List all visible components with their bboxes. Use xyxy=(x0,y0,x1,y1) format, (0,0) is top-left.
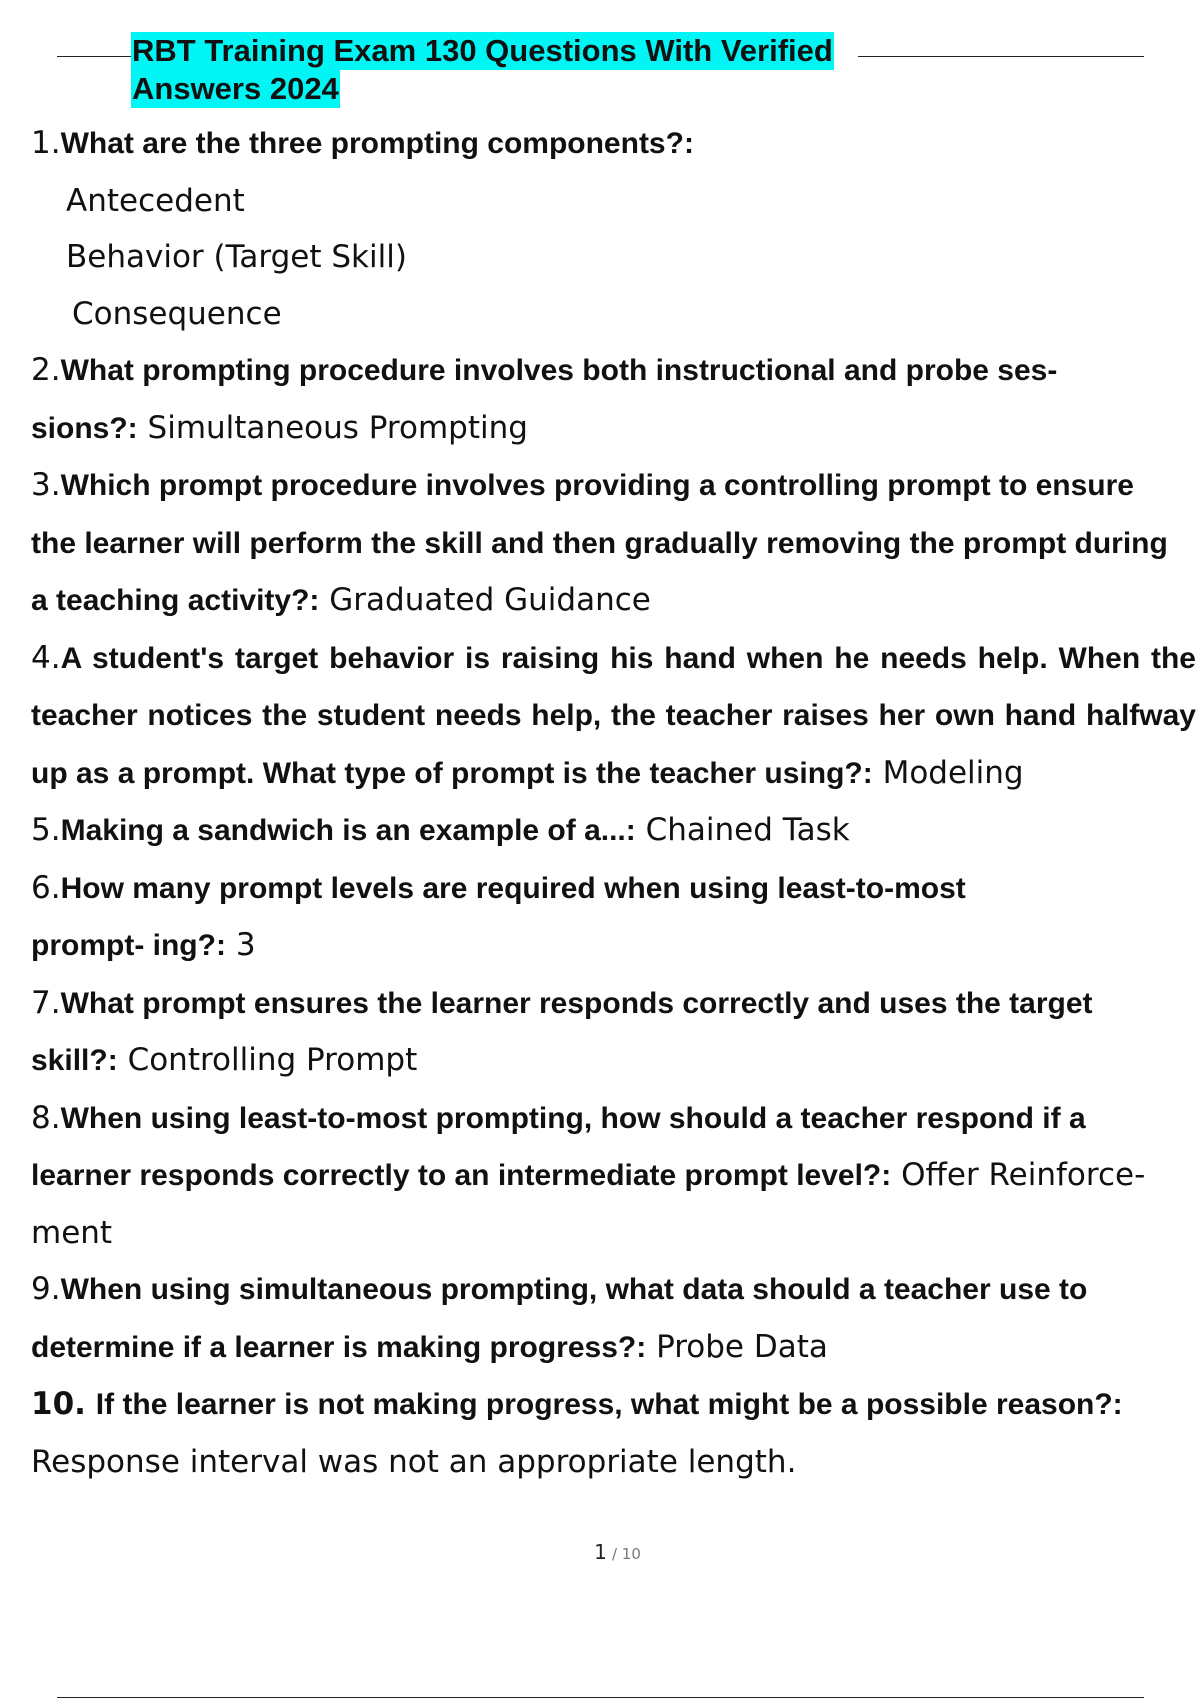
question-number: 3. xyxy=(31,467,61,503)
question-1 xyxy=(31,115,1196,173)
question-7 xyxy=(31,975,1111,1090)
answer-text: Graduated Guidance xyxy=(329,582,651,618)
question-text: Which prompt procedure involves providing a controlling prompt to ensure the learner will perform the skill and then gradually removing the prompt during a teaching activity?: xyxy=(31,469,1168,617)
page-total: / 10 xyxy=(611,1545,641,1563)
question-number: 6. xyxy=(31,869,61,906)
question-text: When using least-to-most prompting, how should a teacher respond if a learner responds correctly to an intermediate prompt level?: xyxy=(31,1101,1086,1192)
question-text: When using simultaneous prompting, what data should a teacher use to determine if a learner is making progress?: xyxy=(31,1273,1088,1364)
question-10 xyxy=(31,1376,1196,1490)
question-list xyxy=(31,115,1196,1490)
question-text: What prompt ensures the learner responds correctly and uses the target skill?: xyxy=(31,986,1093,1077)
document-title xyxy=(131,32,891,108)
question-number: 9. xyxy=(31,1271,61,1307)
answer-text: Probe Data xyxy=(656,1328,828,1365)
answer-text: 3 xyxy=(235,927,256,963)
answer-item: Behavior (Target Skill) xyxy=(66,239,407,275)
title-line-1: RBT Training Exam 130 Questions With Verified xyxy=(132,33,833,68)
answer-item: Consequence xyxy=(72,295,282,332)
question-text: What are the three prompting components?: xyxy=(60,127,694,160)
question-text: How many prompt levels are required when using least-to-most prompt- ing?: xyxy=(31,871,966,962)
header-rule-left xyxy=(57,56,133,57)
answer-text: Simultaneous Prompting xyxy=(147,409,528,446)
header-rule-right xyxy=(858,56,1144,57)
answer-item: Antecedent xyxy=(66,182,245,219)
page-current: 1 xyxy=(594,1540,607,1564)
answer-text: Chained Task xyxy=(645,812,850,848)
question-number: 7. xyxy=(31,984,61,1021)
question-number: 10. xyxy=(31,1386,86,1422)
question-number: 2. xyxy=(31,352,61,388)
footer-rule xyxy=(57,1697,1144,1698)
question-text: What prompting procedure involves both instructional and probe ses- sions?: xyxy=(31,354,1058,445)
answer-text: Controlling Prompt xyxy=(127,1042,418,1078)
answer-text: Response interval was not an appropriate length. xyxy=(31,1443,797,1480)
answer-text: Offer Reinforce- ment xyxy=(31,1157,1146,1251)
question-text: A student's target behavior is raising his hand when he needs help. When the teacher notices the student needs help, the teacher raises her own hand halfway up as a prompt. What type of prompt is the teacher using?: xyxy=(31,641,1196,790)
question-3 xyxy=(31,457,1171,630)
title-line-2: Answers 2024 xyxy=(132,71,339,106)
question-2 xyxy=(31,342,1081,457)
question-4 xyxy=(31,630,1196,803)
question-6 xyxy=(31,860,1081,975)
question-number: 1. xyxy=(31,125,61,161)
question-number: 8. xyxy=(31,1099,61,1136)
question-9 xyxy=(31,1261,1171,1376)
question-text: Making a sandwich is an example of a...: xyxy=(60,814,636,847)
question-number: 4. xyxy=(31,639,61,676)
question-number: 5. xyxy=(31,812,61,848)
question-5 xyxy=(31,802,1196,860)
question-text: If the learner is not making progress, what might be a possible reason?: xyxy=(95,1388,1123,1421)
page-indicator xyxy=(0,1540,1200,1564)
answer-text: Modeling xyxy=(882,754,1024,791)
question-8 xyxy=(31,1090,1181,1262)
